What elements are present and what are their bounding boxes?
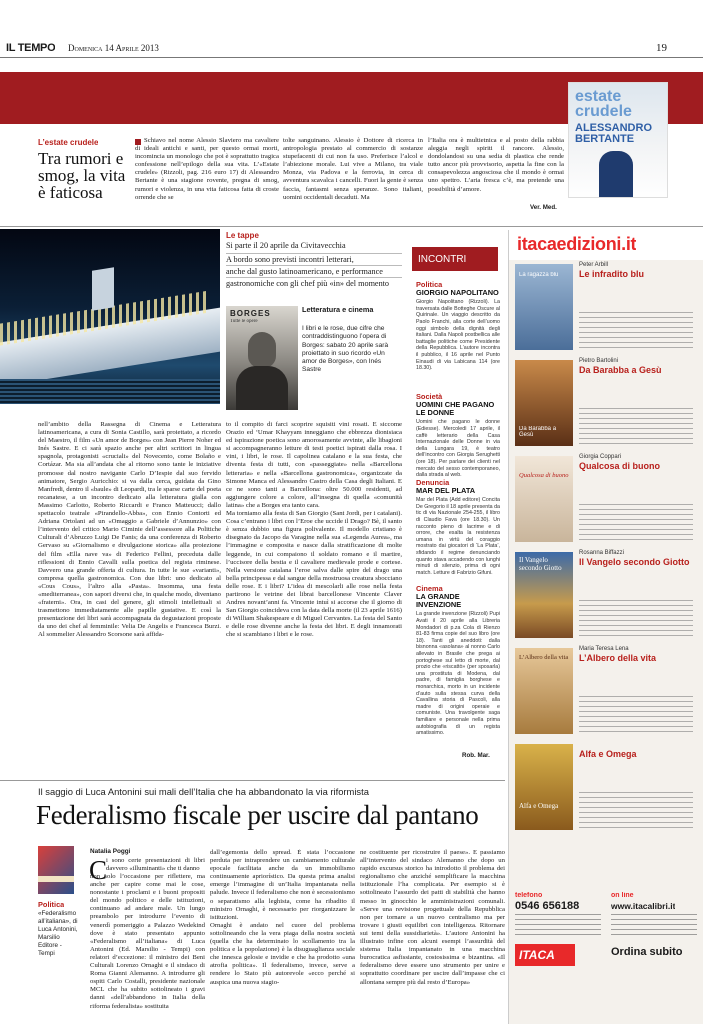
side-caption: «Federalismo all’italiana», di Luca Antonini, Marsilio Editore - Tempi (38, 910, 78, 957)
incontri-item-societa (416, 392, 500, 486)
top-col-2: tolte sanguinano. Alessio è Dottore di ricerca in antropologia prestato al commercio di sostanze stupefacenti di cui non fa uso. Preferisce l’alcol e l’abiezione morale. Lui vive a Milano, tra viale Monza, via Padova e la ferrovia, in cerca di avventura scavalca i cancelli. Fuori la gente è senza faccia, fantasmi senza speranze. Sono italiani, uomini occidentali decaduti. Ma (283, 137, 423, 201)
order-now-button[interactable]: Ordina subito (611, 946, 683, 958)
borges-head (248, 332, 276, 368)
book-cover-estate-crudele (568, 82, 668, 198)
online-url[interactable]: www.itacalibri.it (611, 901, 676, 911)
incontri-item-politica (416, 280, 500, 400)
book-blurb-6 (579, 792, 693, 830)
bottom-col-1-cont: non solo l’occasione per riflettere, ma anche per capire come mai le cose, nonostante i proclami e i buoni propositi del mondo politico e delle istituzioni, continuano ad andare male. Un lungo preambolo per introdurre l’evento di venerdì pomeriggio a Palazzo Wedekind dove è stato presentato appunto «Federalismo all’italiana» di Luca Antonini (Ed. Marsilio - Tempi) con relatori d’eccezione: il ministro dei Beni Culturali Lorenzo Ornaghi e il sindaco di Roma Gianni Alemanno. A introdurre gli ospiti Carlo Costalli, presidente nazionale MCL che ha subito sottolineato i gravi danni «dell’abbandono in Italia della riforma federalista» sostituita (90, 873, 205, 1010)
book-author-3: Giorgia Coppari (579, 454, 622, 460)
phone-details (515, 914, 601, 938)
borges-body (236, 366, 288, 410)
incontri-section-1: Politica (416, 280, 443, 289)
book-blurb-4 (579, 600, 693, 638)
ad-book-2[interactable] (515, 356, 697, 452)
book-cover-text-3: Qualcosa di buono (519, 472, 569, 479)
bottom-author: Natalia Poggi (90, 848, 131, 855)
section-separator (0, 226, 703, 227)
ad-book-3[interactable] (515, 452, 697, 548)
incontri-section-2: Società (416, 392, 443, 401)
book-cover-text-2: Da Barabba a Gesù (519, 426, 557, 438)
book-cover-text-1: La ragazza blu (519, 272, 559, 278)
ad-book-6[interactable] (515, 740, 697, 836)
book-author-5: Maria Teresa Lena (579, 646, 629, 652)
book-title-6: Alfa e Omega (579, 749, 637, 759)
incontri-text-1: Giorgio Napolitano (Rizzoli). La traversata dalle Botteghe Oscure al Quirinale. Un viaggio descritto da Paolo Franchi, alla corte dell’uomo oggi simbolo della dignità degli italiani. Dalla Napoli postbellica alle battaglie politiche come Presidente della Repubblica. L’autore incontra il pubblico, il 16 aprile nel Punto Einaudi di via Labicana 114 (ore 18.30). (416, 299, 500, 372)
ad-header (509, 230, 703, 260)
caption-title: Letteratura e cinema (302, 306, 374, 314)
top-headline: Tra rumori e smog, la vita è faticosa (38, 150, 126, 201)
book-cover-text-4: Il Vangelo secondo Giotto (519, 556, 562, 572)
incontri-header: INCONTRI (418, 254, 467, 265)
incontri-title-3: MAR DEL PLATA (416, 486, 476, 495)
phone-label: telefono (515, 892, 543, 899)
cover-stripe (38, 876, 74, 882)
ad-contacts (515, 892, 698, 972)
top-kicker: L’estate crudele (38, 138, 99, 147)
ad-book-1[interactable] (515, 260, 697, 356)
bottom-subtitle: Il saggio di Luca Antonini sui mali dell’Italia che ha abbandonato la via riformista (38, 786, 369, 797)
ad-book-4[interactable] (515, 548, 697, 644)
online-label: on line (611, 892, 634, 899)
book-cover-text-5: L’Albero della vita (519, 654, 569, 661)
incontri-text-3: Mar del Plata (Add editore) Concita De Gregorio il 18 aprile presenta da tic di via Nazionale 254-255, il libro di Claudio Fava (ore 18.30). Un racconto pieno di lacrime e di orrore, che esalta la resistenza umana in virtù del coraggio mostrato dai giocatori di ‘La Plata’, sfidando il regime denunciando quanto stava accadendo con lunghi minuti di silenzio, prima di ogni match. Letture di Fabrizio Gifuni. (416, 497, 500, 576)
book-title-3: Qualcosa di buono (579, 461, 661, 471)
photo-sublabel: Tutte le opere (230, 319, 258, 324)
cruise-col-2: to il compito di farci scoprire squisiti vini rosati. E siccome Orazio ed ‘Umar Khayyam inneggiano che ebbrezza dionisiaca ed ispirazione poetica sono amorosamente avvinte, alle libagioni si accompagneranno letture di testi poetici ispirati dalla rosa. I vini, i libri, le rose. Il capolinea catalano e la sua festa, che diventa festa di tutti, con «passeggiate» nella «Barcellona letteraria» e nella «Barcellona gastronomica», organizzate da Simone Manca ed Alessandro Castro della Casa degli Italiani. E ce ne sono tanti a Barcellona: oltre 50.000 residenti, ad aggiungere colore a colore, all’insegna di quella «comunità latina» che a Borges era tanto cara. Ma torniamo alla festa di San Giorgio (Sant Jordi, per i catalani). Cosa c’entrano i libri con l’Eroe che uccide il Drago? Bè, il santo è senza dubbio una figura polivalente. Il modello cristiano è disegnato da Jacopo da Varagine nella sua «Legenda Aurea», ma l’immagine e composita e nasce dalla stratificazione di molte leggende, in cui compaiono il soldato romano e il martire, l’uccisore della bestia e il cavaliere medievale prode e cortese. Nella versione catalana l’eroe salva dalle spire del drago una bella principessa e dal sangue della mostruosa creatura sbocciano delle rose. E i libri? L’idea di mescolarli alle rose nella festa partirono le vetrine dei librai barcellonese Vincente Claver Andres novant’anni fa. Vincente intuì si accorse che il giorno di San Giorgio coincideva con la data della morte (il 23 aprile 1616) di William Shakespeare e di Miguel Cervantes. La festa del Santo e delle rose divenne anche la festa dei libri. E degli innamorati che si scambiano i libri e le rose. (226, 421, 402, 639)
book-title-4: Il Vangelo secondo Giotto (579, 557, 690, 567)
masthead-rule (0, 57, 703, 58)
cover-title: estate crudele (575, 89, 632, 119)
book-title-1: Le infradito blu (579, 269, 644, 279)
bottom-col-1: i sono certe presentazioni di libri davvero «illuminanti» che ti danno (106, 857, 205, 873)
itaca-logo-text: ITACA (519, 948, 555, 962)
book-cover-text-6: Alfa e Omega (519, 802, 559, 810)
tappe-box (226, 229, 402, 303)
incontri-item-cinema (416, 584, 500, 760)
book-blurb-1 (579, 312, 693, 350)
top-col-1: Schiavo nel nome Alessio Slaviero ma cavaliere di ideali antichi e santi, per questo ormai morti, incomincia un monologo che poi è soprattutto tragica confessione nell’epilogo della sua vita. L’«Estate crudele» (Rizzoli, pag. 216 euro 17) di Alessandro Bertante è una stagione rovente, pregna di smog, rumori e violenza, in una vita faticosa fatta di croste orrende che se (135, 137, 279, 201)
borges-photo (226, 306, 298, 410)
incontri-section-3: Denuncia (416, 478, 450, 487)
tappe-line-3: anche dal gusto latinoamericano, e performance (226, 265, 402, 277)
bottom-top-rule (0, 780, 505, 781)
book-blurb-2 (579, 408, 693, 446)
ad-book-5[interactable] (515, 644, 697, 740)
cruise-col-1: nell’ambito della Rassegna di Cinema e Letteratura latinoamericana, a cura di Sonia Castillo, sarà proiettato, a ricordo del Maestro, il film «Un amor de Borges» con Jean Pierre Noher ed Inés Sastre. E ci sarà spazio anche per altri scrittori in lingua spagnola, protagonisti «cruciali» del Novecento, come Bolaño e Cortázar. Ma sia all’andata che al ritorno sono tante le iniziative promosse dal nostro navigante Carlo D’Iespie dal suo fervido animatore, Sergio Auricchio: si va dalla cerca, guidata da Gino Manfredi, dentro il «baule» di Leopardi, tra le sparse carte del poeta recanatese, a un incontro dedicato alla letteratura gialla con Massimo Carlotto, Roberto Riccardi e Franco Matteucci; dallo spettacolo teatrale «Pirandello-Abba», con Ennio Contorti ed Adriana Ortolani ad un «Omaggio a Gabriele d’Annunzio» con l’intervento del critico Mario Ciminie dell’assessore alla Politiche Culturali d’Abruzzo Luigi De Fanis; da una conferenza di Roberto Gervaso su «Giornalismo e divulgazione storica» alla proiezione del film «Ella nave va» di Federico Fellini, preceduta dalle riflessioni di Ennio Cavalli sulla poetica del regista riminese. Davvero una grande offerta di cultura. In tutte le sue «varianti», compresa quella gastronomica. Con due libri: uno dedicato al «Cous Cous», l’altro alla «Pasta». Insomma, una festa «mediterranea», con sapori diversi che, in qualche modo, diventano «fraterni». Ora, in casi del genere, gli stimoli intellettuali si trasmettono immediatamente alle papille gustative. E così la presentazione dei libri sarà accompagnata da degustazioni proposte da uno dei chef al femminile: Velia De Angelis e Francesca Burzi. Al sommelier Alessandro Scorsone sarà affida- (38, 421, 221, 639)
newspaper-logo: IL TEMPO (6, 42, 56, 54)
top-byline: Ver. Med. (530, 204, 557, 211)
book-blurb-5 (579, 696, 693, 734)
ad-site[interactable]: itacaedizioni.it (517, 234, 637, 254)
book-author-1: Peter Arbill (579, 262, 609, 268)
tappe-line-1: Si parte il 20 aprile da Civitavecchia (226, 241, 346, 250)
book-author-2: Pietro Bartolini (579, 358, 619, 364)
book-title-5: L’Albero della vita (579, 653, 657, 663)
book-cover-3 (515, 456, 573, 542)
incontri-title-2: UOMINI CHE PAGANO LE DONNE (416, 400, 495, 418)
book-author-4: Rosanna Biffazzi (579, 550, 624, 556)
masthead-date: Domenica 14 Aprile 2013 (68, 43, 159, 53)
federalismo-book-cover (38, 846, 74, 894)
bottom-col-2: dall’egemonia dello spread. È stata l’occasione perduta per intraprendere un cambiamento culturale epocale facilitata anche da un immobilismo continuamente apriorístico. Da questa prima analisi emerge l’immagine di un’Italia impantanata nella palude. Invece il federalismo che non è secessionismo o separatismo alla leghista, come ha ribadito il ministro Ornaghi, è necessario per riorganizzare le istituzioni. Ornaghi è andato nel cuore del problema sottolineando che la vera piaga della nostra società (quella che ha determinato lo scollamento tra la politica e la popolazione) è la disuguaglianza sociale che innesca gelosie e invidie e che ha prodotto «una atrofia politica». Il federalismo, invece, serve a rendere lo Stato più autorevole «ecco perché si auspica una nuova stagio- (210, 849, 355, 986)
incontri-byline: Rob. Mar. (462, 752, 490, 759)
bottom-col-3: ne costituente per ricostruire il paese». E passiamo all’intervento del sindaco Alemanno che dopo un rapido excursus storico ha introdotto il problema dei regionalismo che anziché semplificare la macchina istituzionale l’ha complicata. Per esempio si è sottolineato l’assurdo dei patti di stabilità che hanno messo in ginocchio le amministrazioni comunali. «Serve una revisione progettuale della Repubblica non per tornare a un nuovo centralismo ma per trovare i giusti equilibri con intelligenza. Ritornare sui temi della sussidiarietà». L’autore Antonini ha illustrato infine con alcuni esempi l’assurdità del sistema Italia impantanato in una macchina burocratica asfissiante, costosissima e bizantina. «Il federalismo deve essere uno strumento per unire e soprattutto coordinare per uscire dall’impasse che ci allontana sempre più dal resto d’Europa» (360, 849, 505, 986)
page-number: 19 (656, 42, 667, 54)
incontri-title-1: GIORGIO NAPOLITANO (416, 288, 499, 297)
ship-funnel (92, 267, 114, 310)
incontri-text-2: Uomini che pagano le donne (Ediesse). Mercoledì 17 aprile, il caffè letterario della Casa Internazionale delle Donne in via della Lungara 19, è teatro dell’incontro con Giorgia Serughetti (ore 18). Per parlare dei clienti nel mercato del sesso contemporaneo, dalla strada al web. (416, 419, 500, 479)
bottom-dropcap: C (89, 857, 108, 883)
top-col-3: l’Italia ora è multietnica e al posto della rabbia aleggia negli spiriti il rancore. Alessio, dondolandosi su una sedia di plastica che rende tutto ancor più provvisorio, aspetta la fine con la consapevolezza angosciosa che il mondo è ormai uno spettro. L’aria fresca c’è, ma pretende una possibilità d’amore. (428, 137, 564, 193)
photo-label: BORGES (230, 309, 271, 318)
side-section: Politica (38, 900, 65, 909)
book-title-2: Da Barabba a Gesù (579, 365, 662, 375)
tappe-line-2: A bordo sono previsti incontri letterari, (226, 253, 402, 265)
incontri-section-4: Cinema (416, 584, 443, 593)
incontri-title-4: LA GRANDE INVENZIONE (416, 592, 462, 610)
itaca-ad[interactable] (508, 230, 703, 1024)
online-details (611, 914, 697, 938)
cover-figure (599, 151, 633, 197)
incontri-item-denuncia (416, 478, 500, 588)
book-cover-6 (515, 744, 573, 830)
itaca-logo (515, 944, 575, 966)
tappe-label: Le tappe (226, 231, 259, 240)
cruise-ship-photo (0, 229, 220, 404)
book-blurb-3 (579, 504, 693, 542)
incontri-header-bar (412, 247, 498, 271)
ship-reflection (0, 379, 220, 404)
bottom-headline: Federalismo fiscale per uscire dal pantano (36, 800, 479, 830)
tappe-line-4: gastronomiche con gli chef più «in» del momento (226, 277, 402, 289)
incontri-text-4: La grande invenzione (Rizzoli) Pupi Avati il 20 aprile alla Libreria Mondadori di p.za Cola di Rienzo 81-83 firma copie del suo libro (ore 18). Tanti gli aneddoti: dalla bisnonna «asolana» al nonno Carlo allevato in Brasile che prega ai portoghese sul letto di morte, dal prozio che «riscattò» (per sposarla) una prostituta di Modena, dal padre, di famiglia borghese e monarchica, morto in un incidente d’auto sulla stessa curva della Cavallina storia di Pascoli, alla madre di origini operaie e comuniste. Una travolgente saga familiare e personale nella prima autobiografia di un regista amatissimo. (416, 611, 500, 737)
caption-text: I libri e le rose, due cifre che contraddistinguono l’opera di Borges: sabato 20 aprile sarà proiettato in suo ricordo «Un amor de Borges», con Inés Sastre (302, 325, 389, 374)
cover-author: ALESSANDRO BERTANTE (575, 123, 653, 145)
phone-number[interactable]: 0546 656188 (515, 900, 580, 912)
masthead (0, 38, 703, 58)
